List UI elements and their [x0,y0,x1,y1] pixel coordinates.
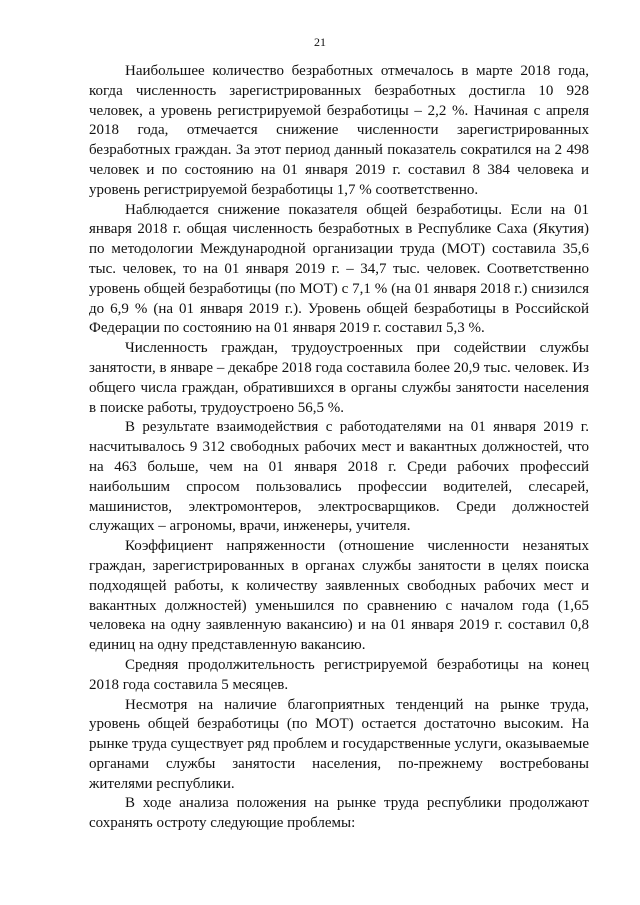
paragraph-employed-with-assistance: Численность граждан, трудоустроенных при содействии службы занятости, в январе – декабре 2018 года составила более 20,9 тыс. человек. Из общего числа граждан, обратившихся в органы службы занятости населения в поиске работы, трудоустроено 56,5 %. [89,340,589,416]
page-number: 21 [314,35,326,49]
paragraph-tension-coefficient: Коэффициент напряженности (отношение численности незанятых граждан, зарегистрированных в органах службы занятости в целях поиска подходящей работы, к количеству заявленных свободных рабочих мест и вакантных должностей) уменьшился по сравнению с началом года (1,65 человека на одну заявленную вакансию) и на 01 января 2019 г. составил 0,8 единиц на одну представленную вакансию. [89,538,589,654]
paragraph-labor-market-problems: Несмотря на наличие благоприятных тенденций на рынке труда, уровень общей безработицы (по МОТ) остается достаточно высоким. На рынке труда существует ряд проблем и государственные услуги, оказываемые органами службы занятости населения, по-прежнему востребованы жителями республики. [89,696,589,792]
paragraph-vacancies: В результате взаимодействия с работодателями на 01 января 2019 г. насчитывалось 9 312 свободных рабочих мест и вакантных должностей, что на 463 больше, чем на 01 января 2018 г. Среди рабочих профессий наибольшим спросом пользовались профессии водителей, слесарей, машинистов, электромонтеров, электросварщиков. Среди должностей служащих – агрономы, врачи, инженеры, учителя. [89,419,589,535]
paragraph-average-duration: Средняя продолжительность регистрируемой безработицы на конец 2018 года составила 5 месяцев. [89,656,589,693]
paragraph-total-unemployment: Наблюдается снижение показателя общей безработицы. Если на 01 января 2018 г. общая численность безработных в Республике Саха (Якутия) по методологии Международной организации труда (МОТ) составила 35,6 тыс. человек, то на 01 января 2019 г. – 34,7 тыс. человек. Соответственно уровень общей безработицы (по МОТ) с 7,1 % (на 01 января 2018 г.) снизился до 6,9 % (на 01 января 2019 г.). Уровень общей безработицы в Российской Федерации по состоянию на 01 января 2019 г. составил 5,3 %. [89,201,589,337]
paragraph-unemployment-peak: Наибольшее количество безработных отмечалось в марте 2018 года, когда численность зарегистрированных безработных достигла 10 928 человек, а уровень регистрируемой безработицы – 2,2 %. Начиная с апреля 2018 года, отмечается снижение численности зарегистрированных безработных граждан. За этот период данный показатель сократился на 2 498 человек и по состоянию на 01 января 2019 г. составил 8 384 человека и уровень регистрируемой безработицы 1,7 % соответственно. [89,63,589,198]
body-text [89,62,589,834]
paragraph-analysis-intro: В ходе анализа положения на рынке труда республики продолжают сохранять остроту следующие проблемы: [89,795,589,832]
